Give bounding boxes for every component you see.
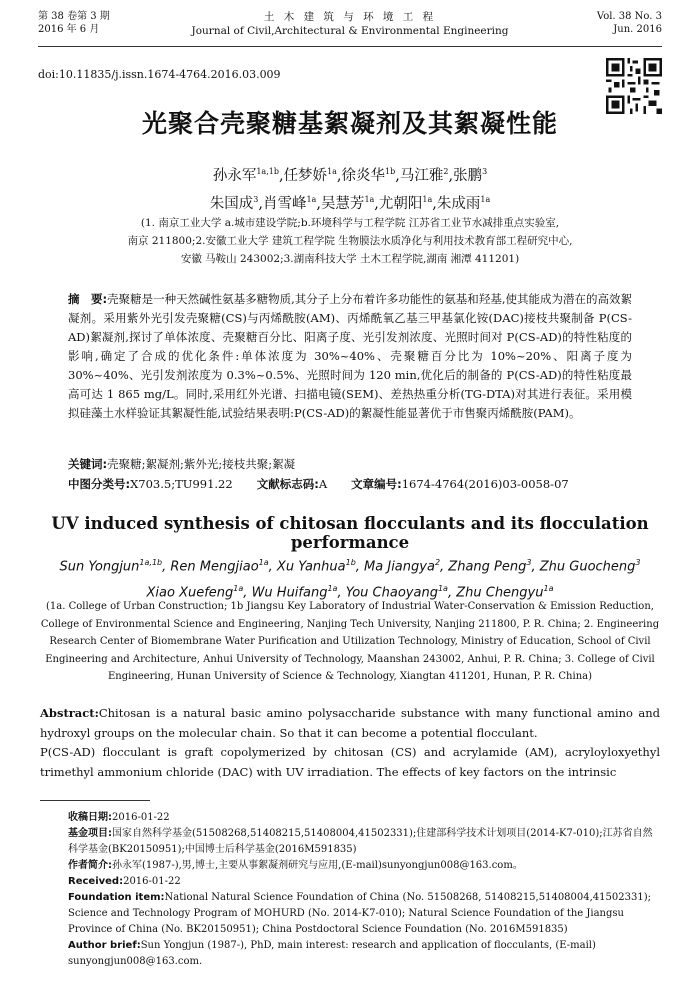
- journal-name-cn: 土 木 建 筑 与 环 境 工 程: [263, 11, 437, 23]
- article-number-label: 文章编号:: [351, 477, 402, 491]
- author-name: Xu Yanhua: [276, 559, 346, 575]
- journal-name-en: Journal of Civil,Architectural & Environmental Engineering: [191, 25, 509, 37]
- author-affiliation-mark: 1a: [364, 194, 375, 204]
- author-affiliation-mark: 1a: [233, 584, 244, 594]
- keywords-cn: [68, 456, 632, 472]
- doc-code-label: 文献标志码:: [256, 477, 319, 491]
- fund-cn-label: 基金项目:: [68, 828, 112, 839]
- footnote-received-en: [68, 874, 662, 890]
- author-name: Xiao Xuefeng: [146, 585, 234, 601]
- author-name: 吴慧芳: [320, 195, 365, 212]
- author-name: Zhu Chengyu: [456, 585, 544, 601]
- author-affiliation-mark: 1b: [345, 558, 356, 567]
- author-affiliation-mark: 2: [443, 167, 449, 176]
- author-en-value: Sun Yongjun (1987-), PhD, main interest: research and application of flocculants, (E-mail) sunyongjun008@163.com.: [68, 940, 596, 967]
- author-list-en: [0, 552, 700, 605]
- classification-line: [68, 476, 632, 492]
- affiliation-line: 安徽 马鞍山 243002;3.湖南科技大学 土木工程学院,湖南 湘潭 411201): [180, 253, 520, 265]
- abstract-en-text-1: Chitosan is a natural basic amino polysaccharide substance with many functional amino and hydroxyl groups on the molecular chain. So that it can become a potential flocculant.: [40, 706, 660, 740]
- footnote-fund-en: [68, 890, 662, 938]
- author-line-cn-1: 孙永军$^{1a,1b}$,任梦娇$^{1a}$,徐炎华$^{1b}$,马江雅$^2$,张鹏$^3$: [212, 167, 488, 184]
- author-name: 朱国成: [209, 195, 254, 212]
- article-number-value: 1674-4764(2016)03-0058-07: [401, 477, 569, 491]
- footnote-divider: [40, 800, 150, 801]
- author-affiliation-mark: 3: [635, 558, 641, 567]
- abstract-cn: [68, 290, 632, 423]
- paper-title-en: UV induced synthesis of chitosan flocculants and its flocculation performance: [51, 514, 649, 552]
- author-name: 孙永军: [212, 167, 257, 184]
- affiliations-en: (1a. College of Urban Construction; 1b Jiangsu Key Laboratory of Industrial Water-Conservation & Emission Reduction, College of Environmental Science and Engineering, Nanjing Tech University, Nanjing 211800, P. R. China; 2. Engineering Research Center of Biomembrane Water Purification and Utilization Technology, Ministry of Education, School of Civil Engineering and Architecture, Anhui University of Technology, Maanshan 243002, Anhui, P. R. China; 3. College of Civil Engineering, Hunan University of Science & Technology, Xiangtan 411201, Hunan, P. R. China): [40, 601, 660, 682]
- author-name: Ma Jiangya: [364, 559, 435, 575]
- author-cn-value: 孙永军(1987-),男,博士,主要从事絮凝剂研究与应用,(E-mail)sunyongjun008@163.com。: [112, 860, 523, 871]
- keywords-cn-label: 关键词:: [68, 457, 108, 471]
- author-name: Zhang Peng: [448, 559, 527, 575]
- author-affiliation-mark: 1a: [437, 584, 448, 594]
- footnote-received-cn: [68, 810, 662, 826]
- author-affiliation-mark: 1a: [327, 167, 337, 176]
- author-name: 徐炎华: [341, 167, 386, 184]
- author-line-cn-2: 朱国成$^3$,肖雪峰$^{1a}$,吴慧芳$^{1a}$,尤朝阳$^{1a}$,朱成雨$^{1a}$: [209, 194, 491, 212]
- fund-en-label: Foundation item:: [68, 892, 165, 903]
- author-affiliation-mark: 1a,1b: [256, 167, 279, 176]
- fund-en-value: National Natural Science Foundation of China (No. 51508268, 51408215,51408004,41502331); Science and Technology Program of MOHURD (No. 2014-K7-010); Natural Science Foundation of the Jiangsu Province of China (No. BK20150951); China Postdoctoral Science Foundation (No. 2016M591835): [68, 892, 651, 935]
- received-cn-value: 2016-01-22: [112, 812, 170, 823]
- author-list-cn: [0, 160, 700, 216]
- header-volume-en-line2: Jun. 2016: [613, 24, 662, 35]
- header-journal: [38, 10, 662, 38]
- author-line-en-2: Xiao Xuefeng$^{1a}$, Wu Huifang$^{1a}$, You Chaoyang$^{1a}$, Zhu Chengyu$^{1a}$: [146, 584, 554, 601]
- abstract-cn-label: 摘 要:: [68, 292, 108, 306]
- keywords-cn-text: 壳聚糖;絮凝剂;紫外光;接枝共聚;絮凝: [107, 457, 296, 471]
- doc-code-value: A: [318, 477, 328, 491]
- received-cn-label: 收稿日期:: [68, 812, 112, 823]
- affiliation-line: 南京 211800;2.安徽工业大学 建筑工程学院 生物膜法水质净化与利用技术教育部工程研究中心,: [127, 235, 573, 247]
- affiliation-line: (1. 南京工业大学 a.城市建设学院;b.环境科学与工程学院 江苏省工业节水减排重点实验室,: [140, 217, 560, 229]
- clc-value: X703.5;TU991.22: [130, 477, 233, 491]
- abstract-cn-text: 壳聚糖是一种天然碱性氨基多糖物质,其分子上分布着许多功能性的氨基和羟基,使其能成为潜在的高效絮凝剂。采用紫外光引发壳聚糖(CS)与丙烯酰胺(AM)、丙烯酰氧乙基三甲基氯化铵(DAC)接枝共聚制备 P(CS-AD)絮凝剂,探讨了单体浓度、壳聚糖百分比、阳离子度、光引发剂浓度、光照时间对 P(CS-AD)的特性粘度的影响,确定了合成的优化条件:单体浓度为 30%~40%、壳聚糖百分比为 10%~20%、阳离子度为 30%~40%、光引发剂浓度为 0.3%~0.5%、光照时间为 120 min,优化后的制备的 P(CS-AD)的特性粘度最高可达 1 865 mg/L。同时,采用红外光谱、扫描电镜(SEM)、差热热重分析(TG-DTA)对其进行表征。采用模拟硅藻土水样验证其絮凝性能,试验结果表明:P(CS-AD)的絮凝性能显著优于市售聚丙烯酰胺(PAM)。: [68, 292, 632, 420]
- received-en-value: 2016-01-22: [123, 876, 181, 887]
- footnote-author-cn: [68, 858, 662, 874]
- received-en-label: Received:: [68, 876, 124, 887]
- author-affiliation-mark: 1a: [543, 584, 554, 594]
- abstract-en-label: Abstract:: [40, 706, 99, 720]
- author-name: Sun Yongjun: [59, 559, 140, 575]
- running-header: [38, 10, 662, 47]
- author-name: 朱成雨: [436, 195, 481, 212]
- author-affiliation-mark: 1a: [480, 194, 491, 204]
- author-affiliation-mark: 1a: [422, 194, 433, 204]
- author-en-label: Author brief:: [68, 940, 141, 951]
- author-name: Wu Huifang: [251, 585, 328, 601]
- affiliations-cn: [70, 214, 630, 268]
- author-affiliation-mark: 3: [526, 558, 532, 567]
- author-affiliation-mark: 1b: [385, 167, 396, 176]
- clc-label: 中图分类号:: [68, 477, 131, 491]
- abstract-en: [40, 704, 660, 782]
- footnote-fund-cn: [68, 826, 662, 858]
- header-date: 2016 年 6 月: [38, 24, 100, 35]
- author-affiliation-mark: 3: [253, 194, 259, 204]
- author-name: 马江雅: [399, 167, 444, 184]
- header-volume: 第 38 卷第 3 期: [38, 11, 110, 22]
- author-name: Zhu Guocheng: [539, 559, 636, 575]
- header-volume-en-line1: Vol. 38 No. 3: [596, 11, 662, 22]
- author-line-en-1: Sun Yongjun$^{1a,1b}$, Ren Mengjiao$^{1a}$, Xu Yanhua$^{1b}$, Ma Jiangya$^2$, Zhang Peng$^3$, Zhu Guocheng$^3$: [59, 558, 641, 575]
- author-affiliation-mark: 2: [434, 558, 441, 567]
- author-cn-label: 作者简介:: [68, 860, 112, 871]
- author-name: You Chaoyang: [345, 585, 438, 601]
- author-name: Ren Mengjiao: [170, 559, 259, 575]
- doi: doi:10.11835/j.issn.1674-4764.2016.03.009: [38, 68, 281, 81]
- author-affiliation-mark: 3: [482, 167, 488, 176]
- author-affiliation-mark: 1a: [258, 558, 269, 567]
- author-name: 任梦娇: [283, 167, 328, 184]
- abstract-en-text-2: P(CS-AD) flocculant is graft copolymerized by chitosan (CS) and acrylamide (AM), acryloyloxyethyl trimethyl ammonium chloride (DAC) with UV irradiation. The effects of key factors on the intrinsic: [40, 745, 660, 779]
- fund-cn-value: 国家自然科学基金(51508268,51408215,51408004,41502331);住建部科学技术计划项目(2014-K7-010);江苏省自然科学基金(BK20150951);中国博士后科学基金(2016M591835): [68, 828, 653, 855]
- paper-title-cn: 光聚合壳聚糖基絮凝剂及其絮凝性能: [141, 109, 558, 138]
- footnote-author-en: [68, 938, 662, 970]
- author-affiliation-mark: 1a,1b: [139, 558, 163, 567]
- author-affiliation-mark: 1a: [327, 584, 338, 594]
- author-name: 肖雪峰: [262, 195, 307, 212]
- header-volume-en: [597, 10, 662, 36]
- author-name: 尤朝阳: [378, 195, 423, 212]
- author-affiliation-mark: 1a: [306, 194, 317, 204]
- author-name: 张鹏: [453, 167, 483, 184]
